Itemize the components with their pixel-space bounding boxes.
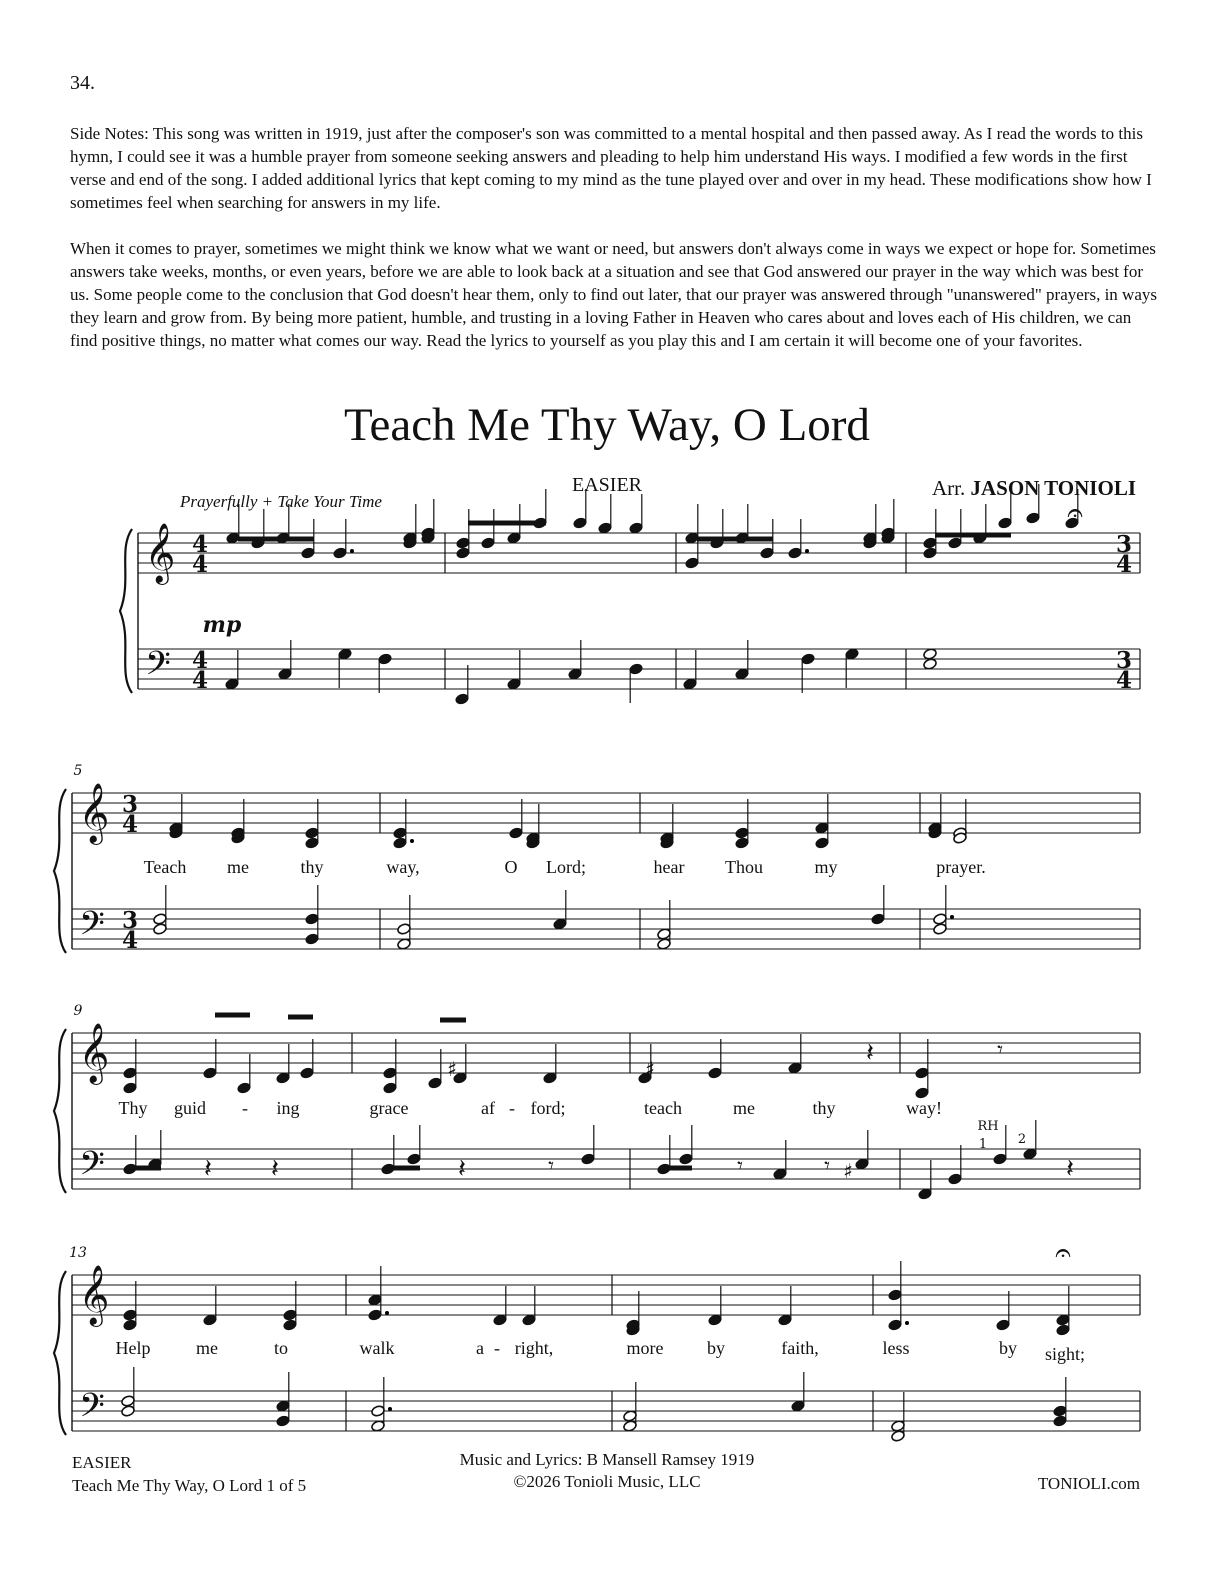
note-head (891, 1430, 906, 1443)
note-head (368, 1294, 383, 1307)
lyric-syllable: Thy (118, 1098, 148, 1118)
treble-clef: 𝄞 (144, 523, 176, 583)
arranger-name: JASON TONIOLI (970, 476, 1136, 500)
time-signature-top: 3 (1115, 531, 1133, 558)
time-signature-top: 3 (121, 791, 139, 818)
song-title: Teach Me Thy Way, O Lord (344, 399, 870, 451)
beam (669, 1166, 692, 1171)
note-head (237, 1082, 252, 1095)
lyric-syllable: way! (906, 1098, 942, 1118)
lyric-syllable: my (814, 857, 838, 877)
time-signature-bottom: 4 (191, 551, 209, 578)
treble-clef: 𝄞 (78, 1023, 110, 1083)
note-head (278, 668, 293, 681)
fingering-number: 2 (1017, 1132, 1027, 1147)
beam (393, 1166, 420, 1171)
note-head (203, 1067, 218, 1080)
quarter-rest: 𝄽 (866, 1038, 874, 1068)
sharp-sign: ♯ (843, 1159, 853, 1183)
note-head (393, 827, 408, 840)
lyric-syllable: right, (514, 1338, 554, 1358)
lyric-syllable: prayer. (936, 857, 986, 877)
lyric-syllable: Teach (143, 857, 187, 877)
time-signature-bottom: 4 (191, 667, 209, 694)
note-head (371, 1420, 386, 1433)
lyric-syllable: O (504, 857, 518, 877)
note-head (371, 1405, 386, 1418)
lyric-syllable: - (494, 1338, 500, 1358)
note-head (123, 1309, 138, 1322)
note-head (657, 928, 672, 941)
beam (238, 537, 314, 542)
note-head (493, 1314, 508, 1327)
dynamic-marking: mp (202, 612, 242, 638)
dot (410, 839, 414, 843)
lyric-syllable: af (481, 1098, 495, 1118)
note-head (383, 1067, 398, 1080)
grand-staff-brace (120, 529, 132, 693)
note-head (397, 938, 412, 951)
note-head (735, 827, 750, 840)
note-head (553, 918, 568, 931)
footer-website: TONIOLI.com (1037, 1474, 1140, 1493)
arranger-prefix: Arr. (931, 476, 966, 500)
eighth-rest: 𝄾 (737, 1154, 743, 1179)
note-head (123, 1082, 138, 1095)
note-head (225, 678, 240, 691)
lyric-syllable: way, (386, 857, 420, 877)
note-head (568, 668, 583, 681)
note-head (507, 532, 522, 545)
note-head (735, 668, 750, 681)
measure-number: 9 (73, 1003, 83, 1019)
beam (440, 1018, 466, 1023)
note-head (1053, 1405, 1068, 1418)
note-head (791, 1400, 806, 1413)
eighth-rest: 𝄾 (824, 1154, 830, 1179)
note-head (305, 933, 320, 946)
note-head (581, 1153, 596, 1166)
bass-clef: 𝄢 (79, 905, 105, 951)
eighth-rest: 𝄾 (997, 1038, 1003, 1063)
note-head (305, 837, 320, 850)
beam (215, 1013, 250, 1018)
footer-page-label: Teach Me Thy Way, O Lord 1 of 5 (72, 1476, 307, 1495)
note-head (481, 537, 496, 550)
note-head (735, 837, 750, 850)
lyric-syllable: hear (653, 857, 685, 877)
note-head (788, 547, 803, 560)
note-head (509, 827, 524, 840)
note-head (407, 1153, 422, 1166)
dot (905, 1321, 909, 1325)
note-head (301, 547, 316, 560)
note-head (815, 822, 830, 835)
lyric-syllable: thy (300, 857, 324, 877)
time-signature-top: 4 (191, 647, 209, 674)
note-head (456, 547, 471, 560)
note-head (153, 923, 168, 936)
note-head (623, 1420, 638, 1433)
note-head (276, 1072, 291, 1085)
note-head (305, 827, 320, 840)
note-head (891, 1420, 906, 1433)
time-signature-top: 3 (121, 907, 139, 934)
note-head (683, 678, 698, 691)
sharp-sign: ♯ (645, 1057, 655, 1081)
time-signature-bottom: 4 (121, 811, 139, 838)
note-head (276, 1400, 291, 1413)
footer-difficulty: EASIER (72, 1453, 132, 1472)
sharp-sign: ♯ (447, 1057, 457, 1081)
dot (350, 549, 354, 553)
note-head (923, 547, 938, 560)
bass-clef: 𝄢 (79, 1145, 105, 1191)
lyric-syllable: faith, (781, 1338, 819, 1358)
lyric-syllable: by (999, 1338, 1017, 1358)
note-head (153, 913, 168, 926)
fingering-number: 1 (978, 1137, 988, 1152)
note-head (1053, 1415, 1068, 1428)
lyric-syllable: to (273, 1338, 289, 1358)
eighth-rest: 𝄾 (548, 1154, 554, 1179)
tempo-marking: Prayerfully + Take Your Time (180, 492, 382, 511)
note-head (778, 1314, 793, 1327)
note-head (1023, 1148, 1038, 1161)
note-head (598, 522, 613, 535)
lyric-syllable: walk (359, 1338, 395, 1358)
measure-number: 5 (73, 763, 83, 779)
lyric-syllable: Help (115, 1338, 151, 1358)
note-head (300, 1067, 315, 1080)
grand-staff-brace (54, 789, 66, 953)
bass-clef: 𝄢 (145, 645, 171, 691)
note-head (788, 1062, 803, 1075)
note-head (933, 923, 948, 936)
note-head (543, 1072, 558, 1085)
note-head (933, 913, 948, 926)
beam (468, 521, 546, 526)
note-head (1056, 1314, 1071, 1327)
lyric-syllable: - (509, 1098, 515, 1118)
note-head (283, 1309, 298, 1322)
note-head (383, 1082, 398, 1095)
note-head (815, 837, 830, 850)
note-head (368, 1309, 383, 1322)
lyric-syllable: me (733, 1098, 755, 1118)
note-head (948, 537, 963, 550)
quarter-rest: 𝄽 (204, 1154, 212, 1184)
time-signature-top: 4 (191, 531, 209, 558)
note-head (888, 1289, 903, 1302)
time-signature-top: 3 (1115, 647, 1133, 674)
note-head (283, 1319, 298, 1332)
lyric-syllable: - (242, 1098, 248, 1118)
note-head (855, 1158, 870, 1171)
note-head (573, 517, 588, 530)
note-head (305, 913, 320, 926)
footer-credits: Music and Lyrics: B Mansell Ramsey 1919 (459, 1450, 755, 1469)
note-head (923, 648, 938, 661)
grand-staff-brace (54, 1271, 66, 1435)
note-head (679, 1153, 694, 1166)
note-head (397, 923, 412, 936)
lyric-syllable: ford; (530, 1098, 566, 1118)
quarter-rest: 𝄽 (271, 1154, 279, 1184)
note-head (993, 1153, 1008, 1166)
beam (935, 533, 1011, 538)
quarter-rest: 𝄽 (458, 1154, 466, 1184)
note-head (773, 1168, 788, 1181)
note-head (456, 537, 471, 550)
note-head (760, 547, 775, 560)
note-head (276, 1415, 291, 1428)
treble-clef: 𝄞 (78, 783, 110, 843)
lyric-syllable: grace (369, 1098, 409, 1118)
dot (388, 1407, 392, 1411)
note-head (923, 658, 938, 671)
note-head (918, 1188, 933, 1201)
note-head (629, 522, 644, 535)
note-head (998, 517, 1013, 530)
note-head (845, 648, 860, 661)
notes-paragraph-2: When it comes to prayer, sometimes we might think we know what we want or need, but answers don't always come in ways we expect or hope for. Sometimes answers take weeks, months, or even years, before we are able to look back at a situation and see that God answered our prayer in the way which was best for us. Some people come to the conclusion that God doesn't hear them, only to find out later, that our prayer was answered through "unanswered" prayers, in ways they learn and grow from. By being more patient, humble, and trusting in a loving Father in Heaven who cares about and loves each of His children, we can find positive things, no matter what comes our way. Read the lyrics to yourself as you play this and I am certain it will become one of your favorites. (70, 239, 1157, 350)
note-head (871, 913, 886, 926)
note-head (203, 1314, 218, 1327)
fingering-hand: RH (977, 1119, 999, 1134)
fermata: 𝄐 (1067, 496, 1083, 529)
note-head (708, 1314, 723, 1327)
lyric-syllable: guid (173, 1098, 207, 1118)
note-head (428, 1077, 443, 1090)
note-head (455, 693, 470, 706)
note-head (121, 1395, 136, 1408)
note-head (915, 1067, 930, 1080)
note-head (801, 653, 816, 666)
note-head (522, 1314, 537, 1327)
note-head (123, 1319, 138, 1332)
lyric-syllable: by (707, 1338, 725, 1358)
time-signature-bottom: 4 (1115, 551, 1133, 578)
dot (805, 549, 809, 553)
note-head (996, 1319, 1011, 1332)
note-head (708, 1067, 723, 1080)
note-head (629, 663, 644, 676)
note-head (333, 547, 348, 560)
lyric-syllable: sight; (1044, 1344, 1086, 1364)
dot (950, 915, 954, 919)
beam (135, 1166, 161, 1171)
time-signature-bottom: 4 (1115, 667, 1133, 694)
note-head (1026, 512, 1041, 525)
lyric-syllable: more (626, 1338, 664, 1358)
note-head (121, 1405, 136, 1418)
lyric-syllable: less (882, 1338, 910, 1358)
bass-clef: 𝄢 (79, 1387, 105, 1433)
lyric-syllable: thy (812, 1098, 836, 1118)
note-head (923, 537, 938, 550)
beam (288, 1015, 313, 1020)
grand-staff-brace (54, 1029, 66, 1193)
difficulty-label: EASIER (572, 474, 642, 496)
note-head (657, 938, 672, 951)
beam (697, 537, 773, 542)
time-signature-bottom: 4 (121, 927, 139, 954)
note-head (123, 1067, 138, 1080)
lyric-syllable: Thou (725, 857, 763, 877)
measure-number: 13 (69, 1245, 87, 1261)
lyric-syllable: teach (644, 1098, 682, 1118)
note-head (338, 648, 353, 661)
notes-paragraph-1: Side Notes: This song was written in 1919, just after the composer's son was committed to a mental hospital and then passed away. As I read the words to this hymn, I could see it was a humble prayer from someone seeking answers and pleading to help him understand His ways. I modified a few words in the first verse and end of the song. I added additional lyrics that kept coming to my mind as the tune played over and over in my head. These modifications show how I sometimes feel when searching for answers in my life. (70, 124, 1152, 212)
quarter-rest: 𝄽 (1066, 1154, 1074, 1184)
note-head (685, 557, 700, 570)
note-head (623, 1410, 638, 1423)
footer-copyright: ©2026 Tonioli Music, LLC (513, 1472, 701, 1491)
fermata: 𝄐 (1055, 1236, 1071, 1269)
lyric-syllable: me (196, 1338, 218, 1358)
note-head (948, 1173, 963, 1186)
page-number: 34. (70, 72, 95, 94)
treble-clef: 𝄞 (78, 1265, 110, 1325)
lyric-syllable: Lord; (546, 857, 586, 877)
note-head (393, 837, 408, 850)
note-head (1056, 1324, 1071, 1337)
lyric-syllable: me (227, 857, 249, 877)
lyric-syllable: a (476, 1338, 484, 1358)
note-head (507, 678, 522, 691)
dot (385, 1311, 389, 1315)
note-head (888, 1319, 903, 1332)
footer-center (0, 1449, 1214, 1493)
note-head (378, 653, 393, 666)
lyric-syllable: ing (276, 1098, 300, 1118)
